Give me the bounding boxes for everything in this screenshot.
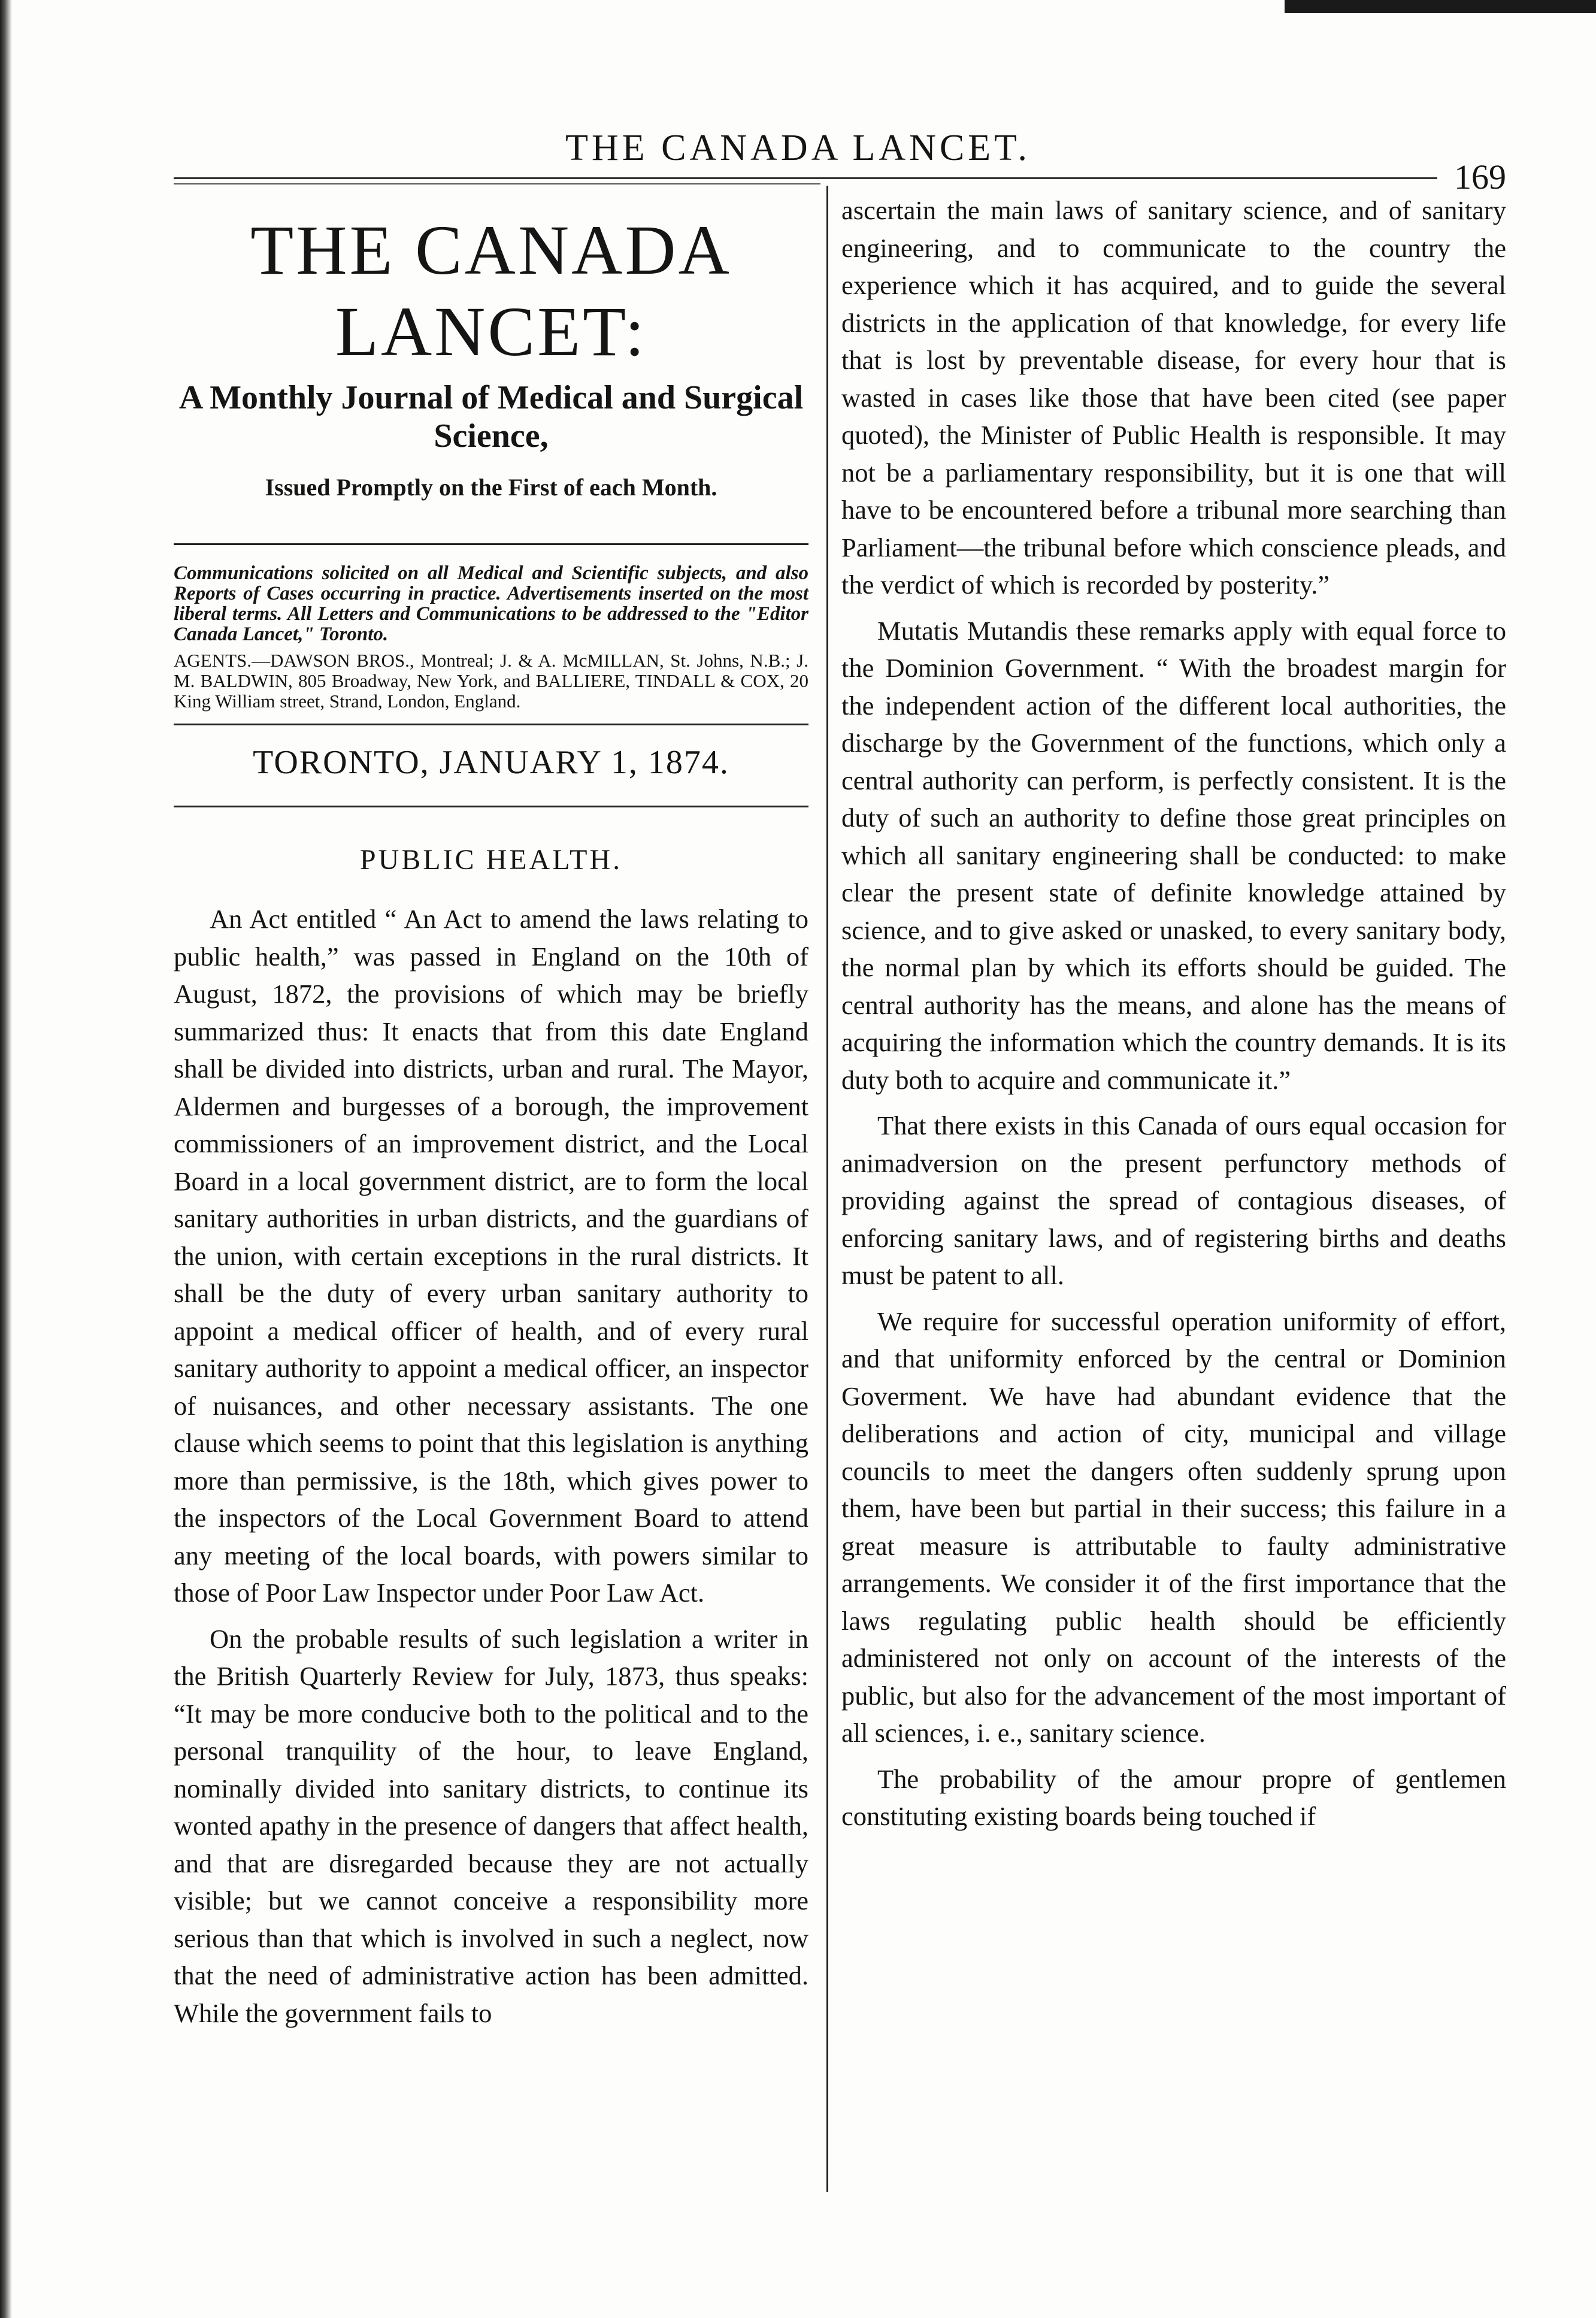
- binding-edge: [0, 0, 12, 2318]
- right-column: [841, 192, 1506, 1835]
- article-paragraph-continued: ascertain the main laws of sanitary science, and of sanitary engineering, and to communicate to the country the experience which it has acquired, and to guide the several districts in the application of that knowledge, for every life that is lost by preventable disease, for every hour that is wasted in cases like those that have been cited (see paper quoted), the Minister of Public Health is responsible. It may not be a parliamentary responsibility, but it is one that will have to be encountered before a tribunal more searching than Parliament—the tribunal before which conscience pleads, and the verdict of which is recorded by posterity.”: [841, 195, 1506, 600]
- column-divider: [826, 186, 828, 2192]
- article-title: PUBLIC HEALTH.: [359, 844, 623, 876]
- masthead-rule: [174, 543, 808, 545]
- communications-notice: Communications solicited on all Medical and Scientific subjects, and also Reports of Cases occurring in practice. Advertisements inserted on the most liberal terms. All Letters and Communications to be addressed to the "Editor Canada Lancet," Toronto.: [174, 562, 808, 645]
- masthead-title: THE CANADA LANCET:: [250, 211, 732, 371]
- dateline-rule: [174, 806, 808, 807]
- article-paragraph: On the probable results of such legislation a writer in the British Quarterly Review for July, 1873, thus speaks: “It may be more conducive both to the political and to the personal tranquility of the hour, to leave England, nominally divided into sanitary districts, to continue its wonted apathy in the presence of dangers that affect health, and that are disregarded because they are not actually visible; but we cannot conceive a responsibility more serious than that which is involved in such a neglect, now that the need of administrative action has been admitted. While the government fails to: [174, 1623, 808, 2028]
- agents-list: AGENTS.—DAWSON BROS., Montreal; J. & A. McMILLAN, St. Johns, N.B.; J. M. BALDWIN, 805 Broadway, New York, and BALLIERE, TINDALL & COX, 20 King William street, Strand, London, England.: [174, 650, 808, 712]
- article-paragraph: Mutatis Mutandis these remarks apply with equal force to the Dominion Government. “ With the broadest margin for the independent action of the different local authorities, the discharge by the Government of the functions, which only a central authority can perform, is perfectly consistent. It is the duty of such an authority to define those great principles on which all sanitary engineering shall be conducted: to make clear the present state of definite knowledge attained by science, and to give asked or unasked, to every sanitary body, the normal plan by which its efforts should be guided. The central authority has the means, and alone has the means of acquiring the information which the country demands. It is its duty both to acquire and communicate it.”: [841, 615, 1506, 1095]
- article-paragraph: The probability of the amour propre of gentlemen constituting existing boards being touched if: [841, 1763, 1506, 1831]
- dateline: TORONTO, JANUARY 1, 1874.: [253, 744, 729, 781]
- masthead-issued-line: Issued Promptly on the First of each Month.: [265, 474, 717, 501]
- article-paragraph: That there exists in this Canada of ours equal occasion for animadversion on the present perfunctory methods of providing against the spread of contagious diseases, of enforcing sanitary laws, and of registering births and deaths must be patent to all.: [841, 1110, 1506, 1290]
- page-number: 169: [1454, 158, 1506, 196]
- header-rule-secondary: [174, 183, 820, 184]
- left-column: [174, 192, 808, 2032]
- masthead-subtitle: A Monthly Journal of Medical and Surgical Science,: [178, 379, 804, 455]
- scan-edge: [1285, 0, 1596, 13]
- article-paragraph: An Act entitled “ An Act to amend the laws relating to public health,” was passed in England on the 10th of August, 1872, the provisions of which may be briefly summarized thus: It enacts that from this date England shall be divided into districts, urban and rural. The Mayor, Aldermen and burgesses of a borough, the improvement commissioners of an improvement district, and the Local Board in a local government district, are to form the local sanitary authorities in urban districts, and the guardians of the union, with certain exceptions in the rural districts. It shall be the duty of every urban sanitary authority to appoint a medical officer of health, and of every rural sanitary authority to appoint a medical officer, an inspector of nuisances, and other necessary assistants. The one clause which seems to point that this legislation is anything more than permissive, is the 18th, which gives power to the inspectors of the Local Government Board to attend any meeting of the local boards, with powers similar to those of Poor Law Inspector under Poor Law Act.: [174, 904, 808, 1608]
- agents-rule: [174, 724, 808, 725]
- running-head: THE CANADA LANCET.: [565, 128, 1031, 168]
- article-paragraph: We require for successful operation uniformity of effort, and that uniformity enforced by the central or Dominion Goverment. We have had abundant evidence that the deliberations and action of city, municipal and village councils to meet the dangers often suddenly sprung upon them, have been but partial in their success; this failure in a great measure is attributable to faulty administrative arrangements. We consider it of the first importance that the laws regulating public health should be efficiently administered not only on account of the interests of the public, but also for the advancement of the most important of all sciences, i. e., sanitary science.: [841, 1306, 1506, 1748]
- header-rule: [174, 177, 1437, 179]
